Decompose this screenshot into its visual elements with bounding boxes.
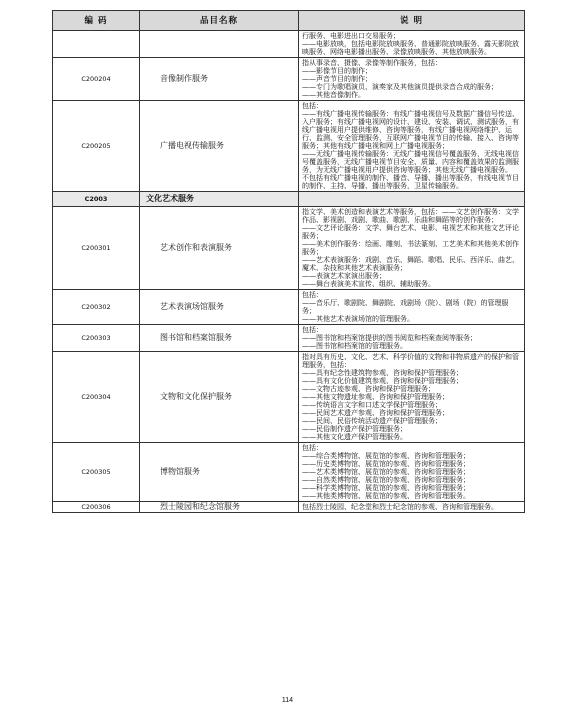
- row-description: [299, 290, 525, 325]
- row-code: C200304: [53, 352, 140, 443]
- description-line: ——舞台表演美术宣传、组织、辅助服务。: [302, 280, 435, 288]
- header-name: 品目名称: [140, 11, 299, 31]
- description-line: ——具有文化价值建筑参观、咨询和保护管理服务；: [302, 377, 463, 385]
- description-line: ——艺术表演服务：戏剧、音乐、舞蹈、歌唱、民乐、西洋乐、曲艺、魔术、杂技和其他艺术表演服务；: [302, 256, 519, 272]
- description-line: ——图书馆和档案馆的管理服务。: [302, 342, 407, 350]
- catalog-table: [52, 10, 525, 513]
- description-line: ——具有纪念性建筑物参观、咨询和保护管理服务；: [302, 369, 463, 377]
- description-line: ——专门为歌唱演员、演奏家及其他演员提供录音合成的服务；: [302, 83, 498, 91]
- row-name: 文化艺术服务: [140, 192, 299, 207]
- description-line: ——文物古迹参观、咨询和保护管理服务；: [302, 385, 435, 393]
- row-description: [299, 207, 525, 290]
- row-name: 艺术创作和表演服务: [140, 207, 299, 290]
- table-row: [53, 290, 525, 325]
- row-description: [299, 352, 525, 443]
- description-line: 包括烈士陵园、纪念堂和烈士纪念馆的参观、咨询和管理服务。: [302, 503, 498, 511]
- row-code: C200305: [53, 443, 140, 502]
- row-description: [299, 58, 525, 101]
- description-line: ——文艺评论服务：文学、舞台艺术、电影、电视艺术和其他文艺评论服务；: [302, 224, 519, 240]
- table-row: [53, 58, 525, 101]
- row-code: C200306: [53, 502, 140, 513]
- description-line: 包括：: [302, 326, 323, 334]
- description-line: 指文学、美术创造和表演艺术等服务，包括：——文艺创作服务：文学作品、影视剧、戏剧、歌曲、歌剧、乐曲和舞蹈等的创作服务；: [302, 208, 519, 224]
- description-line: ——综合类博物馆、展览馆的参观、咨询和管理服务；: [302, 452, 470, 460]
- table-header-row: [53, 11, 525, 31]
- description-line: ——其他文化遗产保护管理服务。: [302, 433, 407, 441]
- description-line: ——其他音像制作。: [302, 91, 365, 99]
- description-line: ——有线广播电视传输服务：有线广播电视信号及数据广播信号传送、入户服务；有线广播电视网的设计、建设、安装、调试、测试服务，有线广播电视用户提供维修、咨询等服务，有线广播电视网络维护、运行、监测、安全管理服务，互联网广播电视节目的传输、接入、咨询等服务；其他有线广播电视和网上广播电视服务；: [302, 110, 519, 150]
- row-description: [299, 101, 525, 192]
- description-line: ——民间、民俗传统活动遗产保护管理服务；: [302, 417, 442, 425]
- description-line: ——传统语言文字和口述文学保护管理服务；: [302, 401, 442, 409]
- row-description: [299, 502, 525, 513]
- row-description: [299, 325, 525, 352]
- row-name: 艺术表演场馆服务: [140, 290, 299, 325]
- table-body: [53, 31, 525, 513]
- row-name: 烈士陵园和纪念馆服务: [140, 502, 299, 513]
- table-row: [53, 101, 525, 192]
- description-line: ——音乐厅、歌剧院、舞剧院、戏剧场（院）、剧场（院）的管理服务；: [302, 299, 509, 315]
- category-row: [53, 192, 525, 207]
- description-line: 指从事录音、摄像、录像等制作服务，包括：: [302, 59, 442, 67]
- description-line: 不包括有线广播电视的制作、播音、导播、播出等服务，有线电视节目的制作、主持、导播、播出等服务，卫星传输服务。: [302, 174, 519, 190]
- table-row: [53, 31, 525, 58]
- row-name: 文物和文化保护服务: [140, 352, 299, 443]
- row-description: [299, 31, 525, 58]
- page-number: 114: [281, 697, 294, 704]
- row-code: C200204: [53, 58, 140, 101]
- header-desc: 说 明: [299, 11, 525, 31]
- table-row: [53, 325, 525, 352]
- description-line: ——美术创作服务：绘画、雕刻、书法篆刻、工艺美术和其他美术创作服务；: [302, 240, 519, 256]
- row-code: C200301: [53, 207, 140, 290]
- row-description: [299, 192, 525, 207]
- description-line: ——艺术类博物馆、展览馆的参观、咨询和管理服务；: [302, 468, 470, 476]
- description-line: 包括：: [302, 444, 323, 452]
- description-line: 包括：: [302, 291, 323, 299]
- description-line: ——其他类博物馆、展览馆的参观、咨询和管理服务。: [302, 492, 470, 500]
- row-name: 博物馆服务: [140, 443, 299, 502]
- description-line: ——其他文物遗址参观、咨询和保护管理服务；: [302, 393, 449, 401]
- table-row: [53, 443, 525, 502]
- description-line: 包括：: [302, 102, 323, 110]
- description-line: ——表演艺术家演出服务；: [302, 272, 386, 280]
- table-row: [53, 502, 525, 513]
- description-line: 行服务、电影进出口交易服务；: [302, 32, 400, 40]
- row-name: [140, 31, 299, 58]
- header-code: 编 码: [53, 11, 140, 31]
- description-line: ——影像节目的制作；: [302, 67, 372, 75]
- row-code: C200303: [53, 325, 140, 352]
- description-line: ——科学类博物馆、展览馆的参观、咨询和管理服务；: [302, 484, 470, 492]
- row-code: C200205: [53, 101, 140, 192]
- description-line: ——声音节目的制作；: [302, 75, 372, 83]
- description-line: ——其他艺术表演场馆的管理服务。: [302, 315, 414, 323]
- table-row: [53, 207, 525, 290]
- description-line: ——电影放映，包括电影院放映服务、普通影院放映服务、露天影院放映服务、网络电影播出服务、录像放映服务、其他放映服务。: [302, 40, 519, 56]
- row-name: 广播电视传输服务: [140, 101, 299, 192]
- row-code: C200302: [53, 290, 140, 325]
- row-name: 图书馆和档案馆服务: [140, 325, 299, 352]
- description-line: ——民间艺术遗产参观、咨询和保护管理服务；: [302, 409, 449, 417]
- row-code: C2003: [53, 192, 140, 207]
- row-name: 音像制作服务: [140, 58, 299, 101]
- description-line: 指对具有历史、文化、艺术、科学价值的文物和非物质遗产的保护和管理服务，包括：: [302, 353, 519, 369]
- description-line: ——自然类博物馆、展览馆的参观、咨询和管理服务；: [302, 476, 470, 484]
- description-line: ——无线广播电视传输服务：无线广播电视信号覆盖服务，无线电视信号覆盖服务，无线广播电视节目安全、质量、内容和覆盖效果的监测服务，为无线广播电视用户提供咨询等服务；其他无线广播电视服务。: [302, 150, 519, 174]
- description-line: ——图书馆和档案馆提供的图书阅览和档案查阅等服务；: [302, 334, 477, 342]
- description-line: ——历史类博物馆、展览馆的参观、咨询和管理服务；: [302, 460, 470, 468]
- table-row: [53, 352, 525, 443]
- description-line: ——民俗制作遗产保护管理服务；: [302, 425, 407, 433]
- row-code: [53, 31, 140, 58]
- row-description: [299, 443, 525, 502]
